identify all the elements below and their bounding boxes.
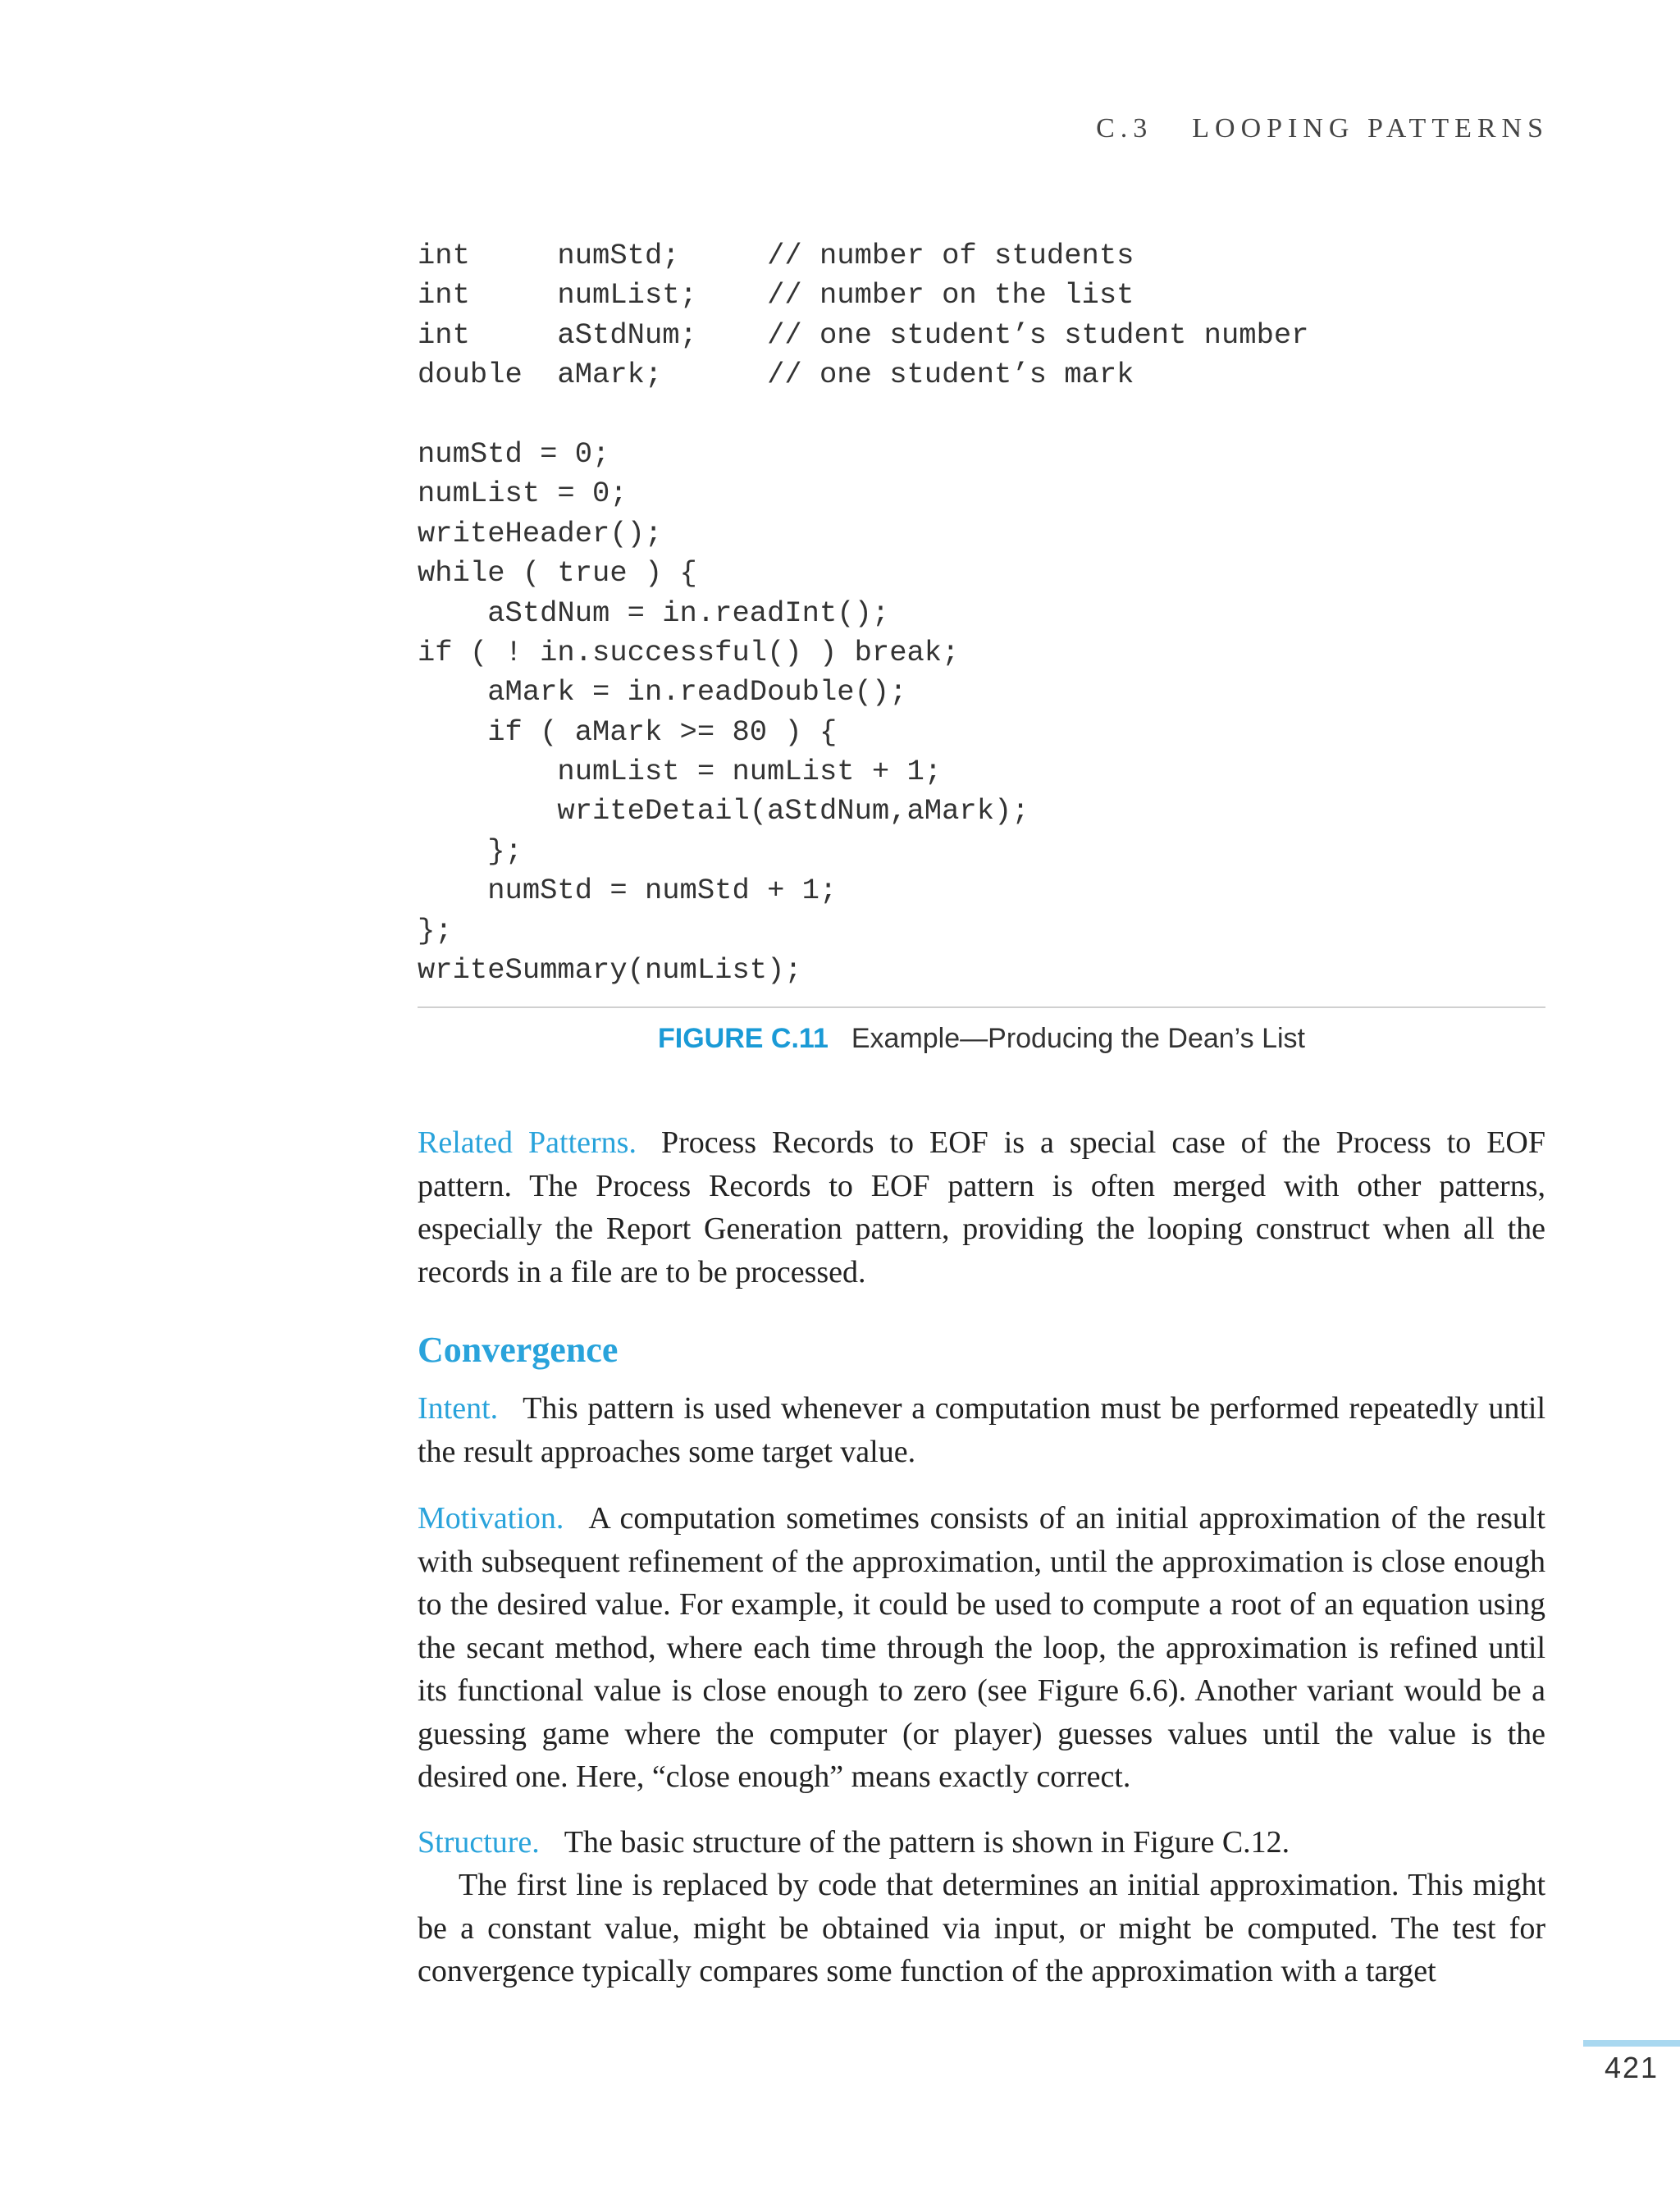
- structure-label: Structure.: [418, 1825, 540, 1860]
- code-line: if ( aMark >= 80 ) {: [418, 714, 838, 749]
- code-line: writeDetail(aStdNum,aMark);: [418, 794, 1029, 828]
- related-patterns-label: Related Patterns.: [418, 1125, 637, 1160]
- figure-title: Example—Producing the Dean’s List: [851, 1023, 1305, 1054]
- structure-text: The basic structure of the pattern is shown in Figure C.12.: [564, 1825, 1290, 1860]
- section-heading-convergence: Convergence: [418, 1330, 619, 1370]
- motivation-label: Motivation.: [418, 1501, 564, 1536]
- related-patterns-text: Process Records to EOF is a special case of the Process to EOF pattern. The Process Records to EOF pattern is often merged with other patterns, especially the Report Generation pattern, providing the looping construct when all the records in a file are to be processed.: [418, 1125, 1546, 1289]
- code-line: };: [418, 833, 523, 868]
- code-line: [418, 395, 1308, 435]
- figure-number: FIGURE C.11: [658, 1023, 829, 1054]
- structure-continuation-paragraph: The first line is replaced by code that determines an initial approximation. This might be a constant value, might be obtained via input, or might be computed. The test for convergence typically compares some function of the approximation with a target: [418, 1868, 1545, 1988]
- code-line: while ( true ) {: [418, 556, 697, 591]
- motivation-paragraph: [418, 1497, 1545, 1799]
- code-line: if ( ! in.successful() ) break;: [418, 635, 960, 669]
- code-line: aStdNum = in.readInt();: [418, 596, 890, 630]
- code-line: numList = 0;: [418, 477, 628, 511]
- figure-divider: [418, 1006, 1545, 1008]
- figure-caption: [418, 1023, 1545, 1055]
- motivation-text: A computation sometimes consists of an initial approximation of the result with subsequent refinement of the approximation, until the approximation is close enough to the desired value. For example, it could be used to compute a root of an equation using the secant method, where each time through the loop, the approximation is refined until its functional value is close enough to zero (see Figure 6.6). Another variant would be a guessing game where the computer (or player) guesses values until the value is the desired one. Here, “close enough” means exactly correct.: [418, 1501, 1545, 1794]
- code-line: writeSummary(numList);: [418, 953, 802, 988]
- code-line: numStd = 0;: [418, 436, 610, 471]
- running-head-title: LOOPING PATTERNS: [1192, 113, 1549, 144]
- intent-label: Intent.: [418, 1391, 499, 1426]
- structure-paragraph: [418, 1821, 1545, 1864]
- code-line: writeHeader();: [418, 516, 663, 550]
- code-line: aMark = in.readDouble();: [418, 675, 907, 710]
- code-listing: [418, 236, 1308, 990]
- code-line: int numList; // number on the list: [418, 278, 1134, 313]
- code-line: numList = numList + 1;: [418, 755, 943, 789]
- code-line: numStd = numStd + 1;: [418, 874, 838, 908]
- page-number-tab: [1583, 2040, 1680, 2047]
- intent-paragraph: [418, 1387, 1545, 1473]
- running-head: [1066, 113, 1549, 144]
- code-line: int numStd; // number of students: [418, 239, 1134, 272]
- code-line: double aMark; // one student’s mark: [418, 358, 1134, 392]
- related-patterns-paragraph: [418, 1121, 1545, 1294]
- intent-text: This pattern is used whenever a computation must be performed repeatedly until the result approaches some target value.: [418, 1391, 1545, 1469]
- code-line: };: [418, 913, 453, 947]
- code-line: int aStdNum; // one student’s student number: [418, 317, 1309, 352]
- page-number: 421: [1604, 2051, 1659, 2084]
- running-head-section: C.3: [1096, 113, 1153, 144]
